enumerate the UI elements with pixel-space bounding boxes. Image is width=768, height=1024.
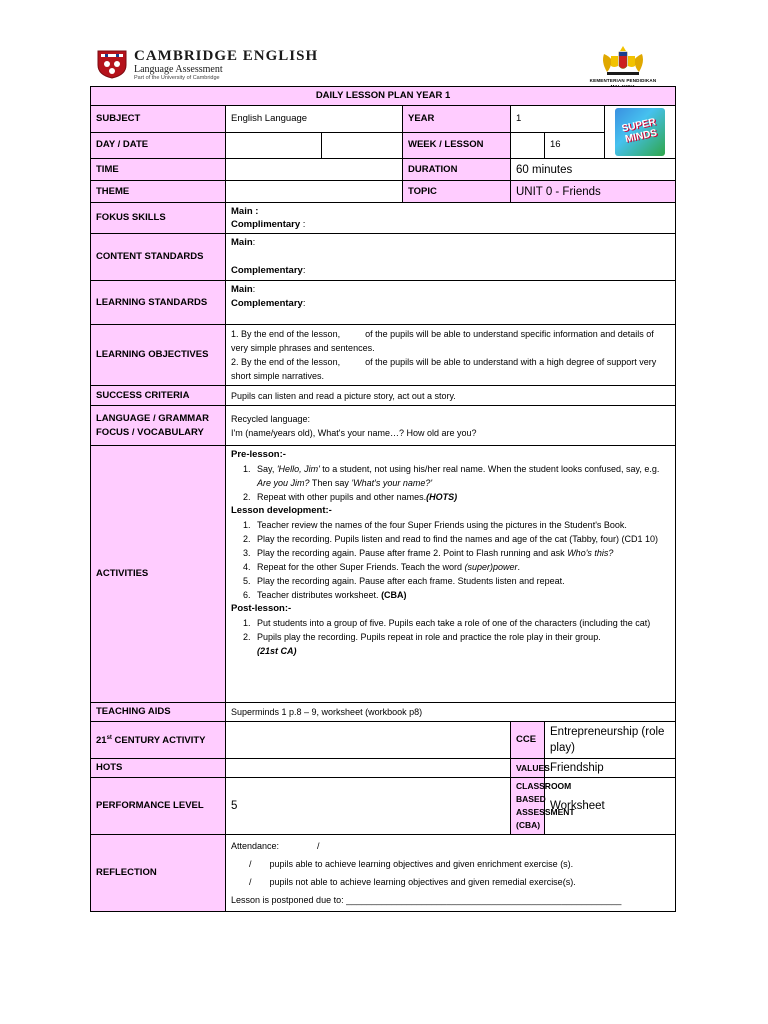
lesson-development-title: Lesson development bbox=[231, 505, 326, 516]
fokus-skills-label: FOKUS SKILLS bbox=[91, 203, 226, 234]
lesson-value: 16 bbox=[545, 132, 605, 159]
lesson-development-title-tail: :- bbox=[325, 505, 332, 516]
logo-title: CAMBRIDGE ENGLISH bbox=[134, 48, 319, 64]
hots-label: HOTS bbox=[91, 759, 226, 778]
theme-value bbox=[226, 181, 403, 203]
post-lesson-title-tail: :- bbox=[284, 603, 292, 614]
hots-value bbox=[226, 759, 511, 778]
fokus-complimentary-colon: : bbox=[300, 219, 306, 230]
learning-objectives-label: LEARNING OBJECTIVES bbox=[91, 325, 226, 386]
objective-2: 2. By the end of the lesson, of the pupils will be able to understand with a high degree of support very short simple narratives. bbox=[231, 357, 659, 381]
fokus-main: Main : bbox=[231, 206, 259, 217]
reflection-label: REFLECTION bbox=[91, 835, 226, 912]
content-main: Main bbox=[231, 237, 253, 248]
cambridge-english-logo bbox=[96, 49, 318, 82]
performance-level-value: 5 bbox=[226, 778, 511, 835]
century-activity-value bbox=[226, 722, 511, 759]
lesson-development-list bbox=[231, 518, 670, 602]
learning-standards-label: LEARNING STANDARDS bbox=[91, 281, 226, 325]
malaysia-coat-of-arms-icon bbox=[595, 44, 651, 78]
activities-value bbox=[226, 446, 676, 703]
reflection-achieved-line: / pupils able to achieve learning objectives and given enrichment exercise (s). bbox=[249, 859, 574, 869]
plan-title: DAILY LESSON PLAN YEAR 1 bbox=[91, 87, 676, 106]
objective-1: 1. By the end of the lesson, of the pupils will be able to understand specific information and details of very simple phrases and sentences. bbox=[231, 329, 657, 353]
pre-lesson-step: 2. Repeat with other pupils and other names.(HOTS) bbox=[253, 490, 670, 504]
learning-complementary: Complementary bbox=[231, 298, 303, 309]
duration-value: 60 minutes bbox=[511, 159, 676, 181]
development-step: 3. Play the recording again. Pause after frame 2. Point to Flash running and ask Who's this? bbox=[253, 546, 670, 560]
topic-label: TOPIC bbox=[403, 181, 511, 203]
recycled-language-text: I'm (name/years old), What's your name…? How old are you? bbox=[231, 427, 477, 438]
teaching-aids-value: Superminds 1 p.8 – 9, worksheet (workbook p8) bbox=[226, 703, 676, 722]
language-focus-label: LANGUAGE / GRAMMAR FOCUS / VOCABULARY bbox=[91, 406, 226, 446]
cambridge-crest-icon bbox=[96, 49, 128, 79]
year-value: 1 bbox=[511, 106, 605, 133]
time-value bbox=[226, 159, 403, 181]
learning-complementary-colon: : bbox=[302, 298, 306, 309]
day-date-label: DAY / DATE bbox=[91, 132, 226, 159]
pre-lesson-title-tail: :- bbox=[279, 449, 286, 460]
logo-tagline: Part of the University of Cambridge bbox=[134, 75, 220, 81]
book-image-title: SUPER MINDS bbox=[620, 116, 659, 146]
values-label: VALUES bbox=[511, 759, 545, 778]
reflection-value bbox=[226, 835, 676, 912]
values-value: Friendship bbox=[545, 759, 676, 778]
attendance-line: Attendance: / bbox=[231, 841, 320, 851]
theme-label: THEME bbox=[91, 181, 226, 203]
time-label: TIME bbox=[91, 159, 226, 181]
content-standards-value bbox=[226, 234, 676, 281]
ministry-name: KEMENTERIAN PENDIDIKAN bbox=[589, 78, 657, 83]
century-activity-label: 21st CENTURY ACTIVITY bbox=[91, 722, 226, 759]
year-label: YEAR bbox=[403, 106, 511, 133]
learning-standards-value bbox=[226, 281, 676, 325]
recycled-language-title: Recycled language: bbox=[231, 413, 311, 424]
fokus-complimentary: Complimentary bbox=[231, 219, 301, 230]
activities-label: ACTIVITIES bbox=[91, 446, 226, 703]
development-step: 5. Play the recording again. Pause after each frame. Students listen and repeat. bbox=[253, 574, 670, 588]
topic-value: UNIT 0 - Friends bbox=[511, 181, 676, 203]
post-lesson-step: 1. Put students into a group of five. Pupils each take a role of one of the characters (including the cat) bbox=[253, 616, 670, 630]
day-value bbox=[226, 132, 322, 159]
logo-subtitle: Language Assessment bbox=[134, 64, 223, 75]
postponed-line: Lesson is postponed due to: _______________________________________________________ bbox=[231, 895, 622, 905]
success-criteria-label: SUCCESS CRITERIA bbox=[91, 386, 226, 406]
learning-main-colon: : bbox=[252, 284, 256, 295]
book-image-cell bbox=[605, 106, 676, 159]
subject-value: English Language bbox=[226, 106, 403, 133]
superminds-book-image bbox=[615, 108, 665, 156]
cce-label: CCE bbox=[511, 722, 545, 759]
post-lesson-list bbox=[231, 616, 670, 658]
content-main-colon: : bbox=[252, 237, 256, 248]
pre-lesson-step: 1. Say, 'Hello, Jim' to a student, not using his/her real name. When the student looks confused, say, e.g. Are you Jim? Then say 'What's your name?' bbox=[253, 462, 670, 490]
development-step: 6. Teacher distributes worksheet. (CBA) bbox=[253, 588, 670, 602]
week-lesson-label: WEEK / LESSON bbox=[403, 132, 511, 159]
title-row bbox=[91, 87, 676, 106]
pre-lesson-title: Pre-lesson bbox=[231, 449, 280, 460]
reflection-not-achieved-line: / pupils not able to achieve learning objectives and given remedial exercise(s). bbox=[249, 877, 576, 887]
lesson-plan-table bbox=[90, 86, 676, 912]
document-header bbox=[90, 44, 675, 88]
date-value bbox=[322, 132, 403, 159]
performance-level-label: PERFORMANCE LEVEL bbox=[91, 778, 226, 835]
cba-label: CLASSROOM BASED ASSESSMENT (CBA) bbox=[511, 778, 545, 835]
pre-lesson-list bbox=[231, 462, 670, 504]
learning-objectives-value bbox=[226, 325, 676, 386]
ministry-logo bbox=[581, 44, 665, 90]
development-step: 1. Teacher review the names of the four Super Friends using the pictures in the Student's Book. bbox=[253, 518, 670, 532]
language-focus-value bbox=[226, 406, 676, 446]
fokus-skills-value bbox=[226, 203, 676, 234]
learning-main: Main bbox=[231, 284, 253, 295]
subject-label: SUBJECT bbox=[91, 106, 226, 133]
success-criteria-value: Pupils can listen and read a picture story, act out a story. bbox=[226, 386, 676, 406]
week-value bbox=[511, 132, 545, 159]
development-step: 2. Play the recording. Pupils listen and read to find the names and age of the cat (Tabby, four) (CD1 10) bbox=[253, 532, 670, 546]
content-complementary: Complementary bbox=[231, 265, 303, 276]
cce-value: Entrepreneurship (role play) bbox=[545, 722, 676, 759]
duration-label: DURATION bbox=[403, 159, 511, 181]
cba-value: Worksheet bbox=[545, 778, 676, 835]
content-complementary-colon: : bbox=[302, 265, 306, 276]
teaching-aids-label: TEACHING AIDS bbox=[91, 703, 226, 722]
post-lesson-step: 2. Pupils play the recording. Pupils repeat in role and practice the role play in their group. (21st CA) bbox=[253, 630, 670, 658]
content-standards-label: CONTENT STANDARDS bbox=[91, 234, 226, 281]
development-step: 4. Repeat for the other Super Friends. Teach the word (super)power. bbox=[253, 560, 670, 574]
post-lesson-title: Post-lesson bbox=[231, 603, 285, 614]
